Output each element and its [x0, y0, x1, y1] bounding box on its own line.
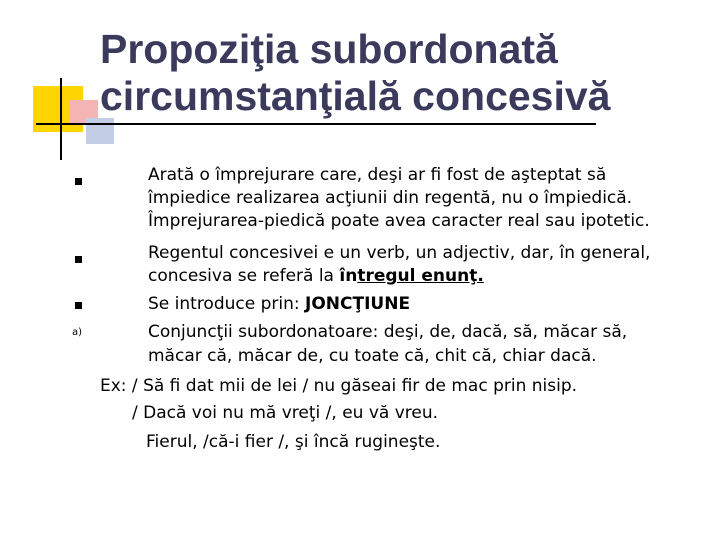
example-line-1: Ex: / Să fi dat mii de lei / nu găseai fir de mac prin nisip.	[100, 376, 578, 396]
item-1-line-1: Arată o împrejurare care, deşi ar fi fost de aşteptat să	[148, 165, 607, 185]
item-1-line-2: împiedice realizarea acţiunii din regentă, nu o împiedică.	[148, 188, 633, 208]
example-line-2: / Dacă voi nu mă vreţi /, eu vă vreu.	[132, 403, 439, 423]
item-3-prefix: Se introduce prin:	[148, 294, 306, 314]
bullet-icon	[75, 256, 82, 263]
item-4-line-1: Conjuncţii subordonatoare: deşi, de, dacă, să, măcar să,	[148, 322, 628, 342]
title-line-2: circumstanţială concesivă	[100, 73, 611, 119]
item-3-line	[148, 293, 410, 315]
item-2-line-2	[148, 265, 484, 287]
item-1-line-3: Împrejurarea-piedică poate avea caracter real sau ipotetic.	[148, 211, 650, 231]
item-2-bold-start: în	[339, 266, 358, 286]
item-2-line-2-prefix: concesiva se referă la	[148, 266, 340, 286]
item-2-line-1: Regentul concesivei e un verb, un adjectiv, dar, în general,	[148, 243, 651, 263]
item-4-line-2: măcar că, măcar de, cu toate că, chit că, chiar dacă.	[148, 346, 597, 366]
example-line-3: Fierul, /că-i fier /, şi încă rugineşte.	[146, 432, 441, 452]
item-4-marker: a)	[72, 327, 83, 338]
title-line-1: Propoziţia subordonată	[100, 26, 558, 72]
bullet-icon	[75, 178, 82, 185]
item-3-bold: JONCŢIUNE	[305, 294, 411, 314]
item-2-bold-underlined: tregul enunţ.	[357, 266, 484, 286]
bullet-icon	[75, 302, 82, 309]
